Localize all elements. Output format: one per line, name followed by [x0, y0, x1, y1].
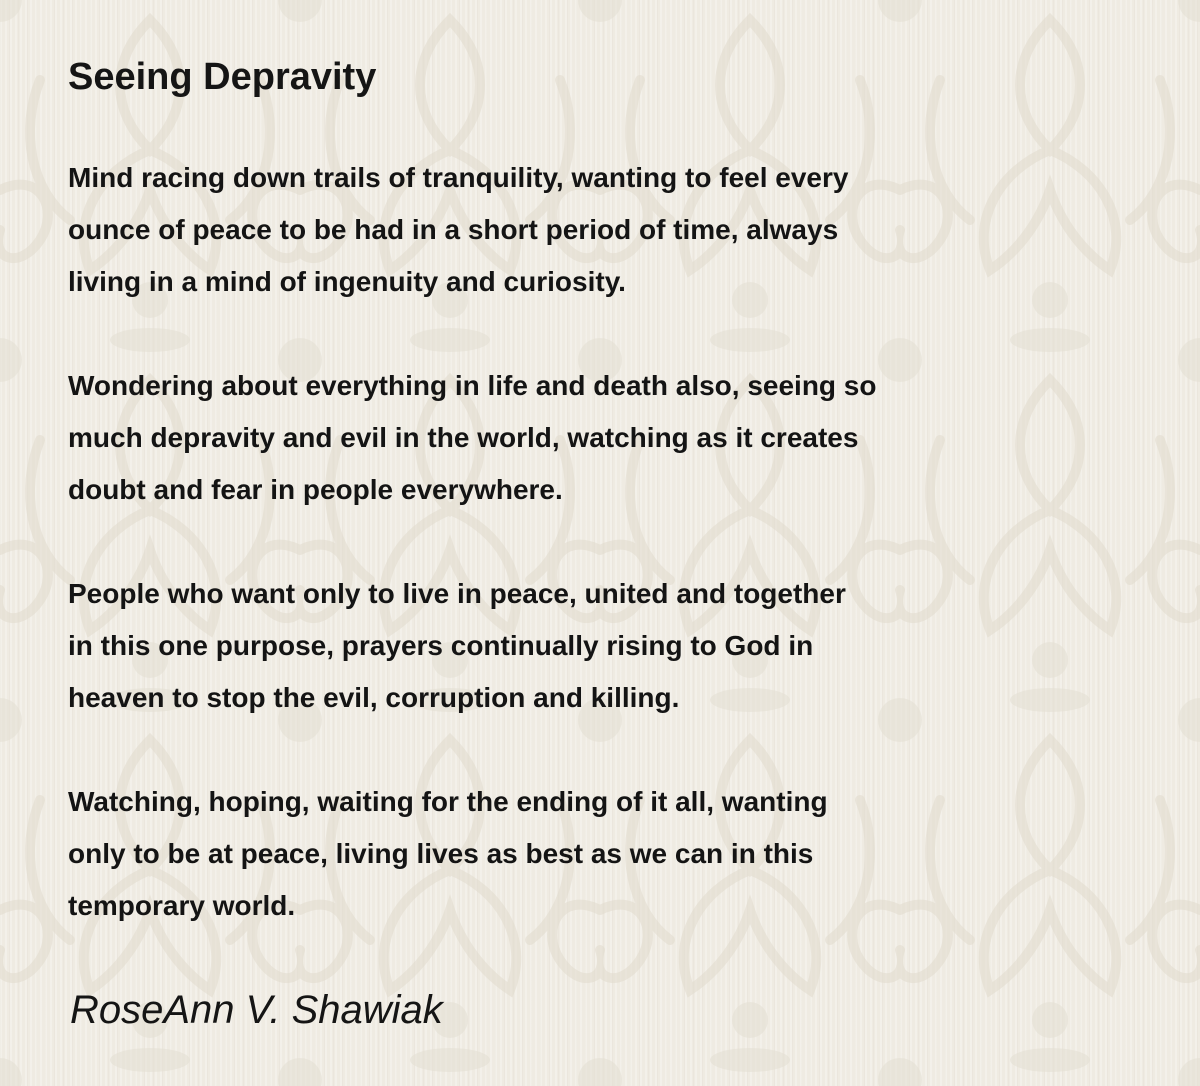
poem-line: only to be at peace, living lives as best as we can in this: [68, 838, 814, 869]
poem-line: temporary world.: [68, 890, 296, 921]
stanza-3: [68, 568, 1128, 724]
poem-line: heaven to stop the evil, corruption and killing.: [68, 682, 680, 713]
poem-line: much depravity and evil in the world, watching as it creates: [68, 422, 859, 453]
poem-body: [68, 152, 1128, 932]
poem-line: in this one purpose, prayers continually rising to God in: [68, 630, 814, 661]
stanza-4: [68, 776, 1128, 932]
poem-line: Mind racing down trails of tranquility, wanting to feel every: [68, 162, 849, 193]
stanza-2: [68, 360, 1128, 516]
poem-card: [68, 52, 1148, 984]
poem-line: ounce of peace to be had in a short period of time, always: [68, 214, 839, 245]
poem-line: living in a mind of ingenuity and curiosity.: [68, 266, 626, 297]
poem-line: Watching, hoping, waiting for the ending of it all, wanting: [68, 786, 828, 817]
poem-line: Wondering about everything in life and death also, seeing so: [68, 370, 877, 401]
poem-line: People who want only to live in peace, united and together: [68, 578, 846, 609]
poem-line: doubt and fear in people everywhere.: [68, 474, 563, 505]
stanza-1: [68, 152, 1128, 308]
poem-title: Seeing Depravity: [68, 56, 377, 98]
poem-author: RoseAnn V. Shawiak: [70, 988, 443, 1032]
